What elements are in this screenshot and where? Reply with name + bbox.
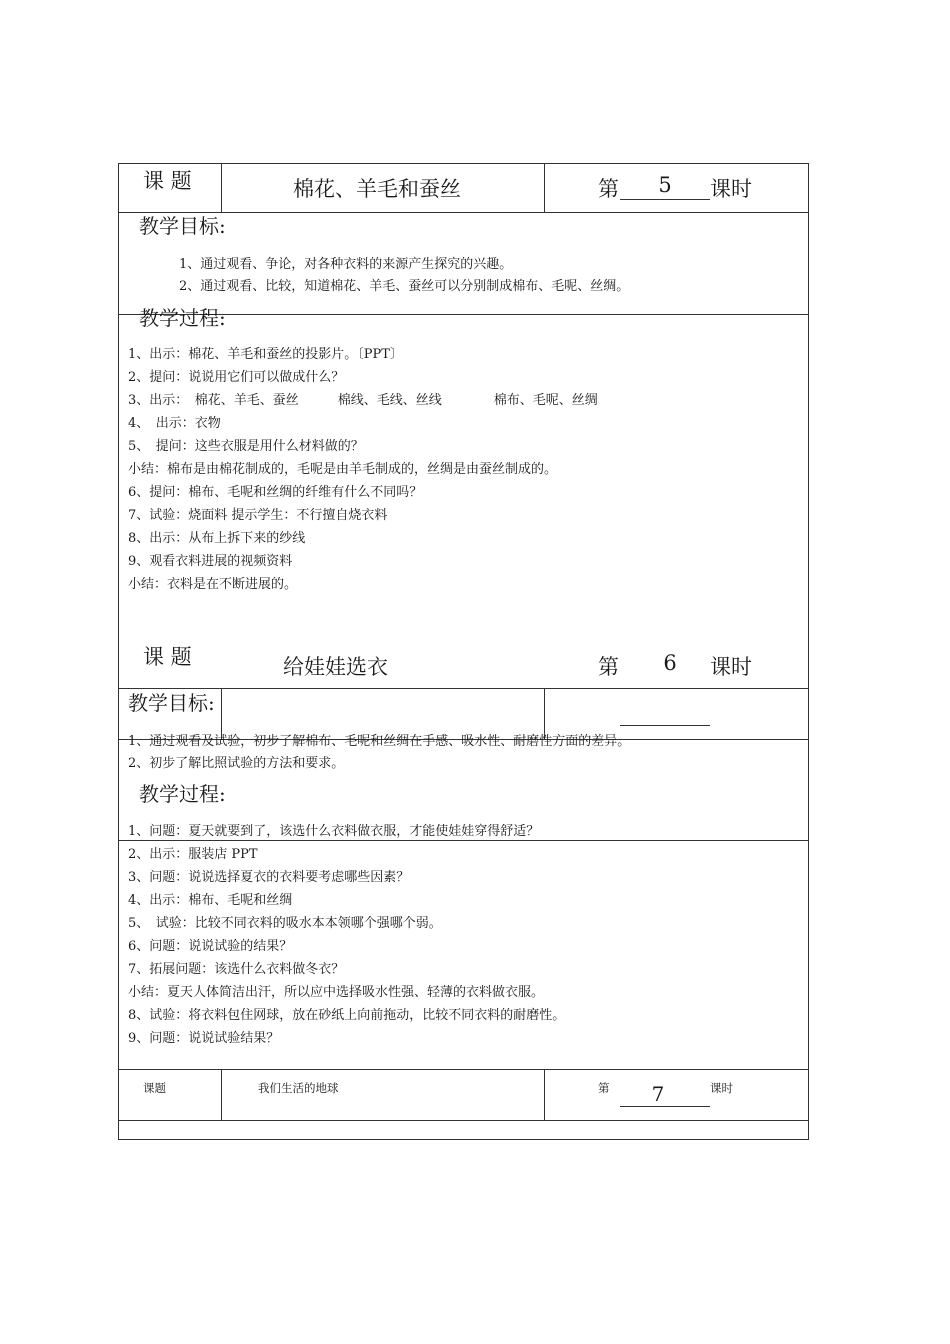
lesson5-objectives-heading: 教学目标: — [139, 214, 226, 238]
list-item: 小结：夏天人体简洁出汗，所以应中选择吸水性强、轻薄的衣料做衣服。 — [128, 985, 545, 1000]
lesson7-topic-label: 课题 — [143, 1081, 166, 1095]
list-item: 9、问题：说说试验结果？ — [128, 1031, 280, 1046]
lesson7-period-number: 7 — [651, 1082, 665, 1106]
list-item: 小结：棉布是由棉花制成的，毛呢是由羊毛制成的，丝绸是由蚕丝制成的。 — [128, 462, 558, 477]
list-item: 1、出示：棉花、羊毛和蚕丝的投影片。〔PPT〕 — [128, 347, 403, 362]
lesson6-process-first: 1、问题：夏天就要到了，该选什么衣料做衣服，才能使娃娃穿得舒适？ — [128, 824, 540, 839]
lesson6-objectives-heading: 教学目标: — [128, 691, 215, 715]
list-item: 7、试验：烧面料 提示学生：不行擅自烧衣料 — [128, 508, 388, 523]
list-item: 4、出示：棉布、毛呢和丝绸 — [128, 893, 293, 908]
list-item: 8、试验：将衣料包住网球，放在砂纸上向前拖动，比较不同衣料的耐磨性。 — [128, 1008, 566, 1023]
lesson7-period-underline — [620, 1106, 710, 1107]
lesson6-period-suffix: 课时 — [710, 655, 752, 679]
lesson5-period-prefix: 第 — [598, 177, 619, 201]
table-border-right — [808, 163, 809, 1140]
lesson5-period-number: 5 — [658, 173, 672, 197]
list-item: 5、 试验：比较不同衣料的吸水本本领哪个强哪个弱。 — [128, 916, 442, 931]
list-item: 小结：衣料是在不断进展的。 — [128, 577, 298, 592]
lesson6-title: 给娃娃选衣 — [283, 655, 388, 679]
lesson5-process-list — [128, 343, 598, 596]
hline-bottom — [118, 1139, 809, 1140]
lesson6-period-number: 6 — [663, 651, 677, 675]
lesson6-process-heading: 教学过程: — [139, 782, 226, 806]
list-item: 3、出示： 棉花、羊毛、蚕丝 棉线、毛线、丝线 棉布、毛呢、丝绸 — [128, 393, 598, 408]
list-item: 2、提问：说说用它们可以做成什么？ — [128, 370, 345, 385]
list-item: 2、出示：服装店 PPT — [128, 847, 258, 862]
vline-l5-a — [221, 163, 222, 213]
lesson6-process-list — [128, 843, 565, 1050]
lesson7-period-prefix: 第 — [598, 1081, 610, 1095]
lesson5-title: 棉花、羊毛和蚕丝 — [293, 177, 461, 201]
lesson5-period-suffix: 课时 — [710, 177, 752, 201]
list-item: 8、出示：从布上拆下来的纱线 — [128, 531, 306, 546]
lesson5-period-underline — [620, 199, 710, 200]
lesson5-process-heading: 教学过程: — [139, 306, 226, 330]
lesson6-objective-2: 2、初步了解比照试验的方法和要求。 — [128, 756, 345, 771]
list-item: 9、观看衣料进展的视频资料 — [128, 554, 293, 569]
list-item: 7、拓展问题：该选什么衣料做冬衣？ — [128, 962, 345, 977]
lesson6-period-prefix: 第 — [598, 655, 619, 679]
vline-l5-b — [544, 163, 545, 213]
lesson5-objective-1: 1、通过观看、争论，对各种衣料的来源产生探究的兴趣。 — [179, 257, 513, 272]
lesson7-title: 我们生活的地球 — [258, 1081, 339, 1095]
vline-l7-b — [544, 1069, 545, 1121]
lesson6-objective-1: 1、通过观看及试验，初步了解棉布、毛呢和丝绸在手感、吸水性、耐磨性方面的差异。 — [128, 734, 631, 749]
lesson7-period-suffix: 课时 — [710, 1081, 733, 1095]
lesson6-period-underline — [620, 725, 710, 726]
hline-l6-process-split — [118, 840, 809, 841]
lesson6-topic-label: 课 题 — [143, 645, 192, 669]
vline-l7-a — [221, 1069, 222, 1121]
lesson5-objective-2: 2、通过观看、比较，知道棉花、羊毛、蚕丝可以分别制成棉布、毛呢、丝绸。 — [179, 279, 630, 294]
list-item: 3、问题：说说选择夏衣的衣料要考虑哪些因素？ — [128, 870, 410, 885]
lesson5-topic-label: 课 题 — [143, 169, 192, 193]
list-item: 6、问题：说说试验的结果？ — [128, 939, 293, 954]
list-item: 4、 出示：衣物 — [128, 416, 221, 431]
list-item: 5、 提问：这些衣服是用什么材料做的？ — [128, 439, 364, 454]
table-border-left — [118, 163, 119, 1140]
list-item: 6、提问：棉布、毛呢和丝绸的纤维有什么不同吗？ — [128, 485, 423, 500]
